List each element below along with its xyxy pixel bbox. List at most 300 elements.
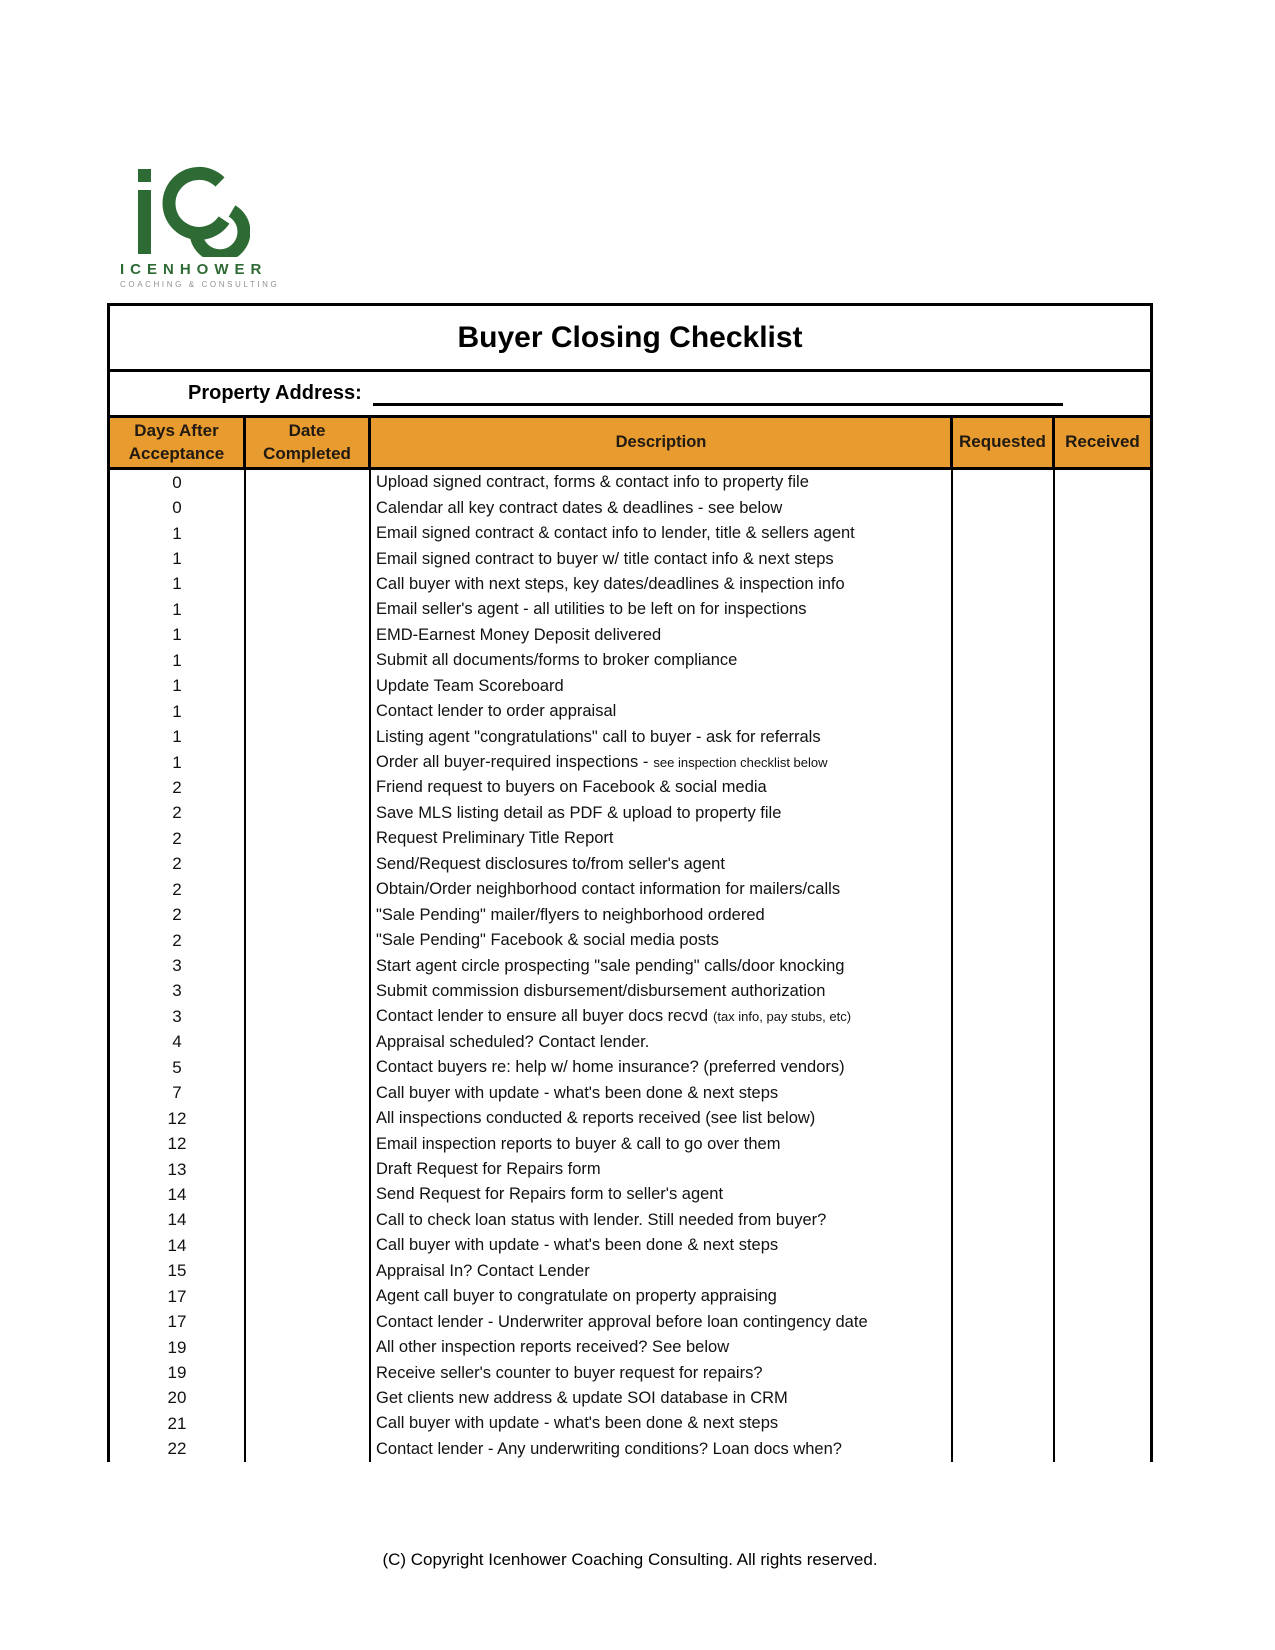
received-cell bbox=[1055, 1360, 1150, 1385]
property-address-label: Property Address: bbox=[188, 382, 362, 404]
description-cell bbox=[371, 1004, 953, 1029]
description-text: Start agent circle prospecting "sale pending" calls/door knocking bbox=[376, 956, 845, 975]
date-completed-cell bbox=[246, 1106, 371, 1131]
description-cell bbox=[371, 775, 953, 800]
days-after-cell bbox=[110, 1004, 246, 1029]
received-cell bbox=[1055, 1208, 1150, 1233]
received-cell bbox=[1055, 1081, 1150, 1106]
requested-cell bbox=[953, 674, 1055, 699]
date-completed-cell bbox=[246, 1411, 371, 1436]
column-header-date-completed: Date Completed bbox=[246, 418, 371, 467]
days-after-cell bbox=[110, 902, 246, 927]
table-row bbox=[110, 1055, 1150, 1080]
date-completed-cell bbox=[246, 495, 371, 520]
days-after-cell bbox=[110, 1055, 246, 1080]
days-after-cell bbox=[110, 979, 246, 1004]
received-cell bbox=[1055, 1030, 1150, 1055]
description-cell bbox=[371, 852, 953, 877]
days-after-value: 2 bbox=[172, 854, 182, 874]
date-completed-cell bbox=[246, 1081, 371, 1106]
days-after-value: 2 bbox=[172, 803, 182, 823]
page-title: Buyer Closing Checklist bbox=[457, 320, 803, 354]
icc-logo-icon bbox=[132, 165, 250, 257]
received-cell bbox=[1055, 1131, 1150, 1156]
received-cell bbox=[1055, 597, 1150, 622]
requested-cell bbox=[953, 1386, 1055, 1411]
requested-cell bbox=[953, 877, 1055, 902]
days-after-value: 1 bbox=[172, 549, 182, 569]
days-after-value: 4 bbox=[172, 1032, 182, 1052]
days-after-value: 14 bbox=[167, 1184, 187, 1204]
table-row bbox=[110, 1284, 1150, 1309]
title-box bbox=[110, 306, 1150, 372]
table-row bbox=[110, 1182, 1150, 1207]
days-after-cell bbox=[110, 546, 246, 571]
date-completed-cell bbox=[246, 928, 371, 953]
description-cell bbox=[371, 750, 953, 775]
date-completed-cell bbox=[246, 648, 371, 673]
description-cell bbox=[371, 724, 953, 749]
received-cell bbox=[1055, 674, 1150, 699]
requested-cell bbox=[953, 623, 1055, 648]
days-after-cell bbox=[110, 648, 246, 673]
table-row bbox=[110, 979, 1150, 1004]
description-text: Request Preliminary Title Report bbox=[376, 829, 614, 848]
received-cell bbox=[1055, 1309, 1150, 1334]
description-cell bbox=[371, 1437, 953, 1462]
days-after-cell bbox=[110, 1157, 246, 1182]
description-text: Call buyer with update - what's been done & next steps bbox=[376, 1236, 779, 1255]
days-after-cell bbox=[110, 1208, 246, 1233]
description-cell bbox=[371, 1360, 953, 1385]
days-after-cell bbox=[110, 699, 246, 724]
description-text: Email inspection reports to buyer & call to go over them bbox=[376, 1134, 781, 1153]
days-after-cell bbox=[110, 826, 246, 851]
description-text: Email signed contract to buyer w/ title contact info & next steps bbox=[376, 549, 834, 568]
date-completed-cell bbox=[246, 1131, 371, 1156]
table-row bbox=[110, 699, 1150, 724]
requested-cell bbox=[953, 1182, 1055, 1207]
days-after-cell bbox=[110, 775, 246, 800]
table-row bbox=[110, 877, 1150, 902]
days-after-cell bbox=[110, 1030, 246, 1055]
table-row bbox=[110, 1259, 1150, 1284]
received-cell bbox=[1055, 775, 1150, 800]
description-note: see inspection checklist below bbox=[653, 755, 828, 771]
received-cell bbox=[1055, 1259, 1150, 1284]
received-cell bbox=[1055, 1106, 1150, 1131]
table-row bbox=[110, 1106, 1150, 1131]
description-text: Draft Request for Repairs form bbox=[376, 1160, 601, 1179]
date-completed-cell bbox=[246, 1437, 371, 1462]
date-completed-cell bbox=[246, 1004, 371, 1029]
requested-cell bbox=[953, 521, 1055, 546]
received-cell bbox=[1055, 1411, 1150, 1436]
description-text: Calendar all key contract dates & deadlines - see below bbox=[376, 498, 783, 517]
date-completed-cell bbox=[246, 1284, 371, 1309]
description-cell bbox=[371, 801, 953, 826]
requested-cell bbox=[953, 597, 1055, 622]
days-after-value: 1 bbox=[172, 650, 182, 670]
description-text: Email seller's agent - all utilities to be left on for inspections bbox=[376, 600, 807, 619]
table-row bbox=[110, 1004, 1150, 1029]
days-after-value: 3 bbox=[172, 1006, 182, 1026]
table-row bbox=[110, 1411, 1150, 1436]
date-completed-cell bbox=[246, 1309, 371, 1334]
date-completed-cell bbox=[246, 546, 371, 571]
description-text: Get clients new address & update SOI database in CRM bbox=[376, 1388, 788, 1407]
days-after-cell bbox=[110, 674, 246, 699]
date-completed-cell bbox=[246, 750, 371, 775]
date-completed-cell bbox=[246, 877, 371, 902]
days-after-value: 13 bbox=[167, 1159, 187, 1179]
received-cell bbox=[1055, 495, 1150, 520]
logo-tagline: COACHING & CONSULTING bbox=[120, 280, 280, 289]
table-row bbox=[110, 470, 1150, 495]
table-row bbox=[110, 1360, 1150, 1385]
table-body bbox=[110, 470, 1150, 1462]
column-header-requested: Requested bbox=[953, 418, 1055, 467]
requested-cell bbox=[953, 1055, 1055, 1080]
description-cell bbox=[371, 1182, 953, 1207]
received-cell bbox=[1055, 1004, 1150, 1029]
requested-cell bbox=[953, 1360, 1055, 1385]
days-after-value: 2 bbox=[172, 930, 182, 950]
description-text: Contact lender to order appraisal bbox=[376, 702, 617, 721]
description-text: Agent call buyer to congratulate on property appraising bbox=[376, 1287, 777, 1306]
table-row bbox=[110, 597, 1150, 622]
requested-cell bbox=[953, 1284, 1055, 1309]
date-completed-cell bbox=[246, 521, 371, 546]
days-after-cell bbox=[110, 852, 246, 877]
date-completed-cell bbox=[246, 852, 371, 877]
description-text: All other inspection reports received? See below bbox=[376, 1338, 730, 1357]
days-after-cell bbox=[110, 1284, 246, 1309]
date-completed-cell bbox=[246, 1386, 371, 1411]
requested-cell bbox=[953, 775, 1055, 800]
table-row bbox=[110, 801, 1150, 826]
days-after-value: 1 bbox=[172, 701, 182, 721]
days-after-cell bbox=[110, 1335, 246, 1360]
days-after-cell bbox=[110, 1233, 246, 1258]
days-after-value: 12 bbox=[167, 1108, 187, 1128]
table-row bbox=[110, 1386, 1150, 1411]
received-cell bbox=[1055, 470, 1150, 495]
table-row bbox=[110, 775, 1150, 800]
description-cell bbox=[371, 572, 953, 597]
requested-cell bbox=[953, 750, 1055, 775]
description-text: Friend request to buyers on Facebook & social media bbox=[376, 778, 767, 797]
days-after-cell bbox=[110, 750, 246, 775]
received-cell bbox=[1055, 572, 1150, 597]
requested-cell bbox=[953, 546, 1055, 571]
description-text: Call buyer with next steps, key dates/deadlines & inspection info bbox=[376, 574, 845, 593]
description-cell bbox=[371, 1233, 953, 1258]
requested-cell bbox=[953, 1030, 1055, 1055]
days-after-cell bbox=[110, 1386, 246, 1411]
date-completed-cell bbox=[246, 699, 371, 724]
received-cell bbox=[1055, 953, 1150, 978]
received-cell bbox=[1055, 1157, 1150, 1182]
description-cell bbox=[371, 699, 953, 724]
date-completed-cell bbox=[246, 597, 371, 622]
description-cell bbox=[371, 1259, 953, 1284]
description-cell bbox=[371, 979, 953, 1004]
description-cell bbox=[371, 1055, 953, 1080]
table-row bbox=[110, 953, 1150, 978]
days-after-value: 1 bbox=[172, 676, 182, 696]
description-cell bbox=[371, 470, 953, 495]
days-after-value: 17 bbox=[167, 1286, 187, 1306]
description-text: Send Request for Repairs form to seller's agent bbox=[376, 1185, 724, 1204]
description-cell bbox=[371, 521, 953, 546]
received-cell bbox=[1055, 1055, 1150, 1080]
logo-name: ICENHOWER bbox=[120, 261, 268, 278]
received-cell bbox=[1055, 521, 1150, 546]
description-cell bbox=[371, 674, 953, 699]
description-cell bbox=[371, 826, 953, 851]
days-after-cell bbox=[110, 953, 246, 978]
requested-cell bbox=[953, 470, 1055, 495]
days-after-value: 12 bbox=[167, 1134, 187, 1154]
description-text: Contact lender to ensure all buyer docs recvd bbox=[376, 1007, 709, 1026]
days-after-cell bbox=[110, 1309, 246, 1334]
days-after-cell bbox=[110, 1411, 246, 1436]
description-text: EMD-Earnest Money Deposit delivered bbox=[376, 625, 662, 644]
days-after-cell bbox=[110, 1182, 246, 1207]
requested-cell bbox=[953, 1437, 1055, 1462]
table-header-row bbox=[110, 415, 1150, 470]
received-cell bbox=[1055, 877, 1150, 902]
logo bbox=[120, 165, 320, 289]
days-after-cell bbox=[110, 623, 246, 648]
days-after-value: 22 bbox=[167, 1439, 187, 1459]
description-cell bbox=[371, 1157, 953, 1182]
days-after-cell bbox=[110, 597, 246, 622]
requested-cell bbox=[953, 1106, 1055, 1131]
requested-cell bbox=[953, 852, 1055, 877]
received-cell bbox=[1055, 1335, 1150, 1360]
property-address-blank bbox=[373, 403, 1063, 406]
description-text: Submit commission disbursement/disbursement authorization bbox=[376, 981, 826, 1000]
description-text: Email signed contract & contact info to lender, title & sellers agent bbox=[376, 524, 855, 543]
days-after-value: 19 bbox=[167, 1363, 187, 1383]
date-completed-cell bbox=[246, 1233, 371, 1258]
days-after-cell bbox=[110, 1131, 246, 1156]
date-completed-cell bbox=[246, 1360, 371, 1385]
date-completed-cell bbox=[246, 1182, 371, 1207]
requested-cell bbox=[953, 801, 1055, 826]
description-text: Contact buyers re: help w/ home insurance? (preferred vendors) bbox=[376, 1058, 845, 1077]
description-text: "Sale Pending" mailer/flyers to neighborhood ordered bbox=[376, 905, 765, 924]
description-text: Save MLS listing detail as PDF & upload to property file bbox=[376, 803, 782, 822]
received-cell bbox=[1055, 1437, 1150, 1462]
description-cell bbox=[371, 1106, 953, 1131]
date-completed-cell bbox=[246, 470, 371, 495]
days-after-value: 0 bbox=[172, 498, 182, 518]
requested-cell bbox=[953, 648, 1055, 673]
column-header-days-after-acceptance: Days After Acceptance bbox=[110, 418, 246, 467]
received-cell bbox=[1055, 852, 1150, 877]
date-completed-cell bbox=[246, 979, 371, 1004]
requested-cell bbox=[953, 1233, 1055, 1258]
requested-cell bbox=[953, 1335, 1055, 1360]
description-text: Call to check loan status with lender. Still needed from buyer? bbox=[376, 1210, 827, 1229]
date-completed-cell bbox=[246, 724, 371, 749]
table-row bbox=[110, 1208, 1150, 1233]
table-row bbox=[110, 1309, 1150, 1334]
description-cell bbox=[371, 928, 953, 953]
days-after-cell bbox=[110, 877, 246, 902]
days-after-value: 20 bbox=[167, 1388, 187, 1408]
days-after-value: 15 bbox=[167, 1261, 187, 1281]
description-text: Listing agent "congratulations" call to buyer - ask for referrals bbox=[376, 727, 821, 746]
date-completed-cell bbox=[246, 1157, 371, 1182]
table-row bbox=[110, 674, 1150, 699]
received-cell bbox=[1055, 724, 1150, 749]
date-completed-cell bbox=[246, 826, 371, 851]
requested-cell bbox=[953, 1208, 1055, 1233]
table-row bbox=[110, 572, 1150, 597]
description-cell bbox=[371, 1309, 953, 1334]
date-completed-cell bbox=[246, 1335, 371, 1360]
description-text: Appraisal In? Contact Lender bbox=[376, 1261, 590, 1280]
date-completed-cell bbox=[246, 953, 371, 978]
days-after-cell bbox=[110, 1081, 246, 1106]
days-after-cell bbox=[110, 1360, 246, 1385]
received-cell bbox=[1055, 1386, 1150, 1411]
table-row bbox=[110, 826, 1150, 851]
description-text: Obtain/Order neighborhood contact information for mailers/calls bbox=[376, 880, 841, 899]
description-text: Contact lender - Underwriter approval before loan contingency date bbox=[376, 1312, 868, 1331]
requested-cell bbox=[953, 495, 1055, 520]
description-text: Send/Request disclosures to/from seller's agent bbox=[376, 854, 725, 873]
table-row bbox=[110, 1437, 1150, 1462]
description-text: Update Team Scoreboard bbox=[376, 676, 564, 695]
property-address-row bbox=[110, 372, 1150, 415]
description-cell bbox=[371, 1335, 953, 1360]
requested-cell bbox=[953, 1131, 1055, 1156]
days-after-value: 2 bbox=[172, 777, 182, 797]
received-cell bbox=[1055, 750, 1150, 775]
column-header-description: Description bbox=[371, 418, 953, 467]
date-completed-cell bbox=[246, 775, 371, 800]
days-after-cell bbox=[110, 1106, 246, 1131]
days-after-value: 0 bbox=[172, 472, 182, 492]
table-row bbox=[110, 1157, 1150, 1182]
days-after-value: 1 bbox=[172, 752, 182, 772]
days-after-value: 1 bbox=[172, 625, 182, 645]
date-completed-cell bbox=[246, 1208, 371, 1233]
days-after-value: 14 bbox=[167, 1235, 187, 1255]
table-row bbox=[110, 928, 1150, 953]
description-text: Call buyer with update - what's been done & next steps bbox=[376, 1083, 779, 1102]
table-row bbox=[110, 495, 1150, 520]
days-after-cell bbox=[110, 1259, 246, 1284]
days-after-cell bbox=[110, 495, 246, 520]
description-cell bbox=[371, 1284, 953, 1309]
copyright-footer: (C) Copyright Icenhower Coaching Consulting. All rights reserved. bbox=[382, 1550, 878, 1569]
table-row bbox=[110, 1030, 1150, 1055]
description-cell bbox=[371, 648, 953, 673]
days-after-value: 1 bbox=[172, 574, 182, 594]
table-row bbox=[110, 902, 1150, 927]
requested-cell bbox=[953, 1081, 1055, 1106]
date-completed-cell bbox=[246, 623, 371, 648]
received-cell bbox=[1055, 699, 1150, 724]
description-cell bbox=[371, 902, 953, 927]
description-cell bbox=[371, 1081, 953, 1106]
description-cell bbox=[371, 1208, 953, 1233]
description-cell bbox=[371, 1386, 953, 1411]
table-row bbox=[110, 852, 1150, 877]
description-text: Receive seller's counter to buyer request for repairs? bbox=[376, 1363, 763, 1382]
received-cell bbox=[1055, 928, 1150, 953]
date-completed-cell bbox=[246, 1030, 371, 1055]
requested-cell bbox=[953, 979, 1055, 1004]
description-cell bbox=[371, 1411, 953, 1436]
description-text: Submit all documents/forms to broker compliance bbox=[376, 651, 738, 670]
days-after-cell bbox=[110, 801, 246, 826]
days-after-value: 21 bbox=[167, 1413, 187, 1433]
description-text: Call buyer with update - what's been done & next steps bbox=[376, 1414, 779, 1433]
days-after-value: 17 bbox=[167, 1312, 187, 1332]
received-cell bbox=[1055, 1233, 1150, 1258]
received-cell bbox=[1055, 979, 1150, 1004]
description-cell bbox=[371, 495, 953, 520]
date-completed-cell bbox=[246, 902, 371, 927]
requested-cell bbox=[953, 1004, 1055, 1029]
requested-cell bbox=[953, 724, 1055, 749]
description-cell bbox=[371, 877, 953, 902]
description-text: Contact lender - Any underwriting conditions? Loan docs when? bbox=[376, 1439, 842, 1458]
days-after-cell bbox=[110, 470, 246, 495]
requested-cell bbox=[953, 1411, 1055, 1436]
description-note: (tax info, pay stubs, etc) bbox=[713, 1009, 852, 1025]
received-cell bbox=[1055, 1182, 1150, 1207]
days-after-cell bbox=[110, 572, 246, 597]
requested-cell bbox=[953, 902, 1055, 927]
days-after-value: 2 bbox=[172, 828, 182, 848]
description-cell bbox=[371, 953, 953, 978]
days-after-value: 1 bbox=[172, 523, 182, 543]
received-cell bbox=[1055, 826, 1150, 851]
requested-cell bbox=[953, 826, 1055, 851]
received-cell bbox=[1055, 902, 1150, 927]
received-cell bbox=[1055, 801, 1150, 826]
received-cell bbox=[1055, 648, 1150, 673]
description-cell bbox=[371, 1030, 953, 1055]
date-completed-cell bbox=[246, 674, 371, 699]
table-row bbox=[110, 1081, 1150, 1106]
description-text: Appraisal scheduled? Contact lender. bbox=[376, 1032, 650, 1051]
requested-cell bbox=[953, 699, 1055, 724]
days-after-value: 1 bbox=[172, 599, 182, 619]
received-cell bbox=[1055, 623, 1150, 648]
requested-cell bbox=[953, 1309, 1055, 1334]
description-text: All inspections conducted & reports received (see list below) bbox=[376, 1109, 816, 1128]
requested-cell bbox=[953, 928, 1055, 953]
description-text: Upload signed contract, forms & contact info to property file bbox=[376, 473, 809, 492]
days-after-cell bbox=[110, 724, 246, 749]
days-after-value: 3 bbox=[172, 981, 182, 1001]
description-text: Order all buyer-required inspections - bbox=[376, 753, 649, 772]
table-row bbox=[110, 1233, 1150, 1258]
date-completed-cell bbox=[246, 801, 371, 826]
requested-cell bbox=[953, 953, 1055, 978]
days-after-cell bbox=[110, 521, 246, 546]
received-cell bbox=[1055, 546, 1150, 571]
